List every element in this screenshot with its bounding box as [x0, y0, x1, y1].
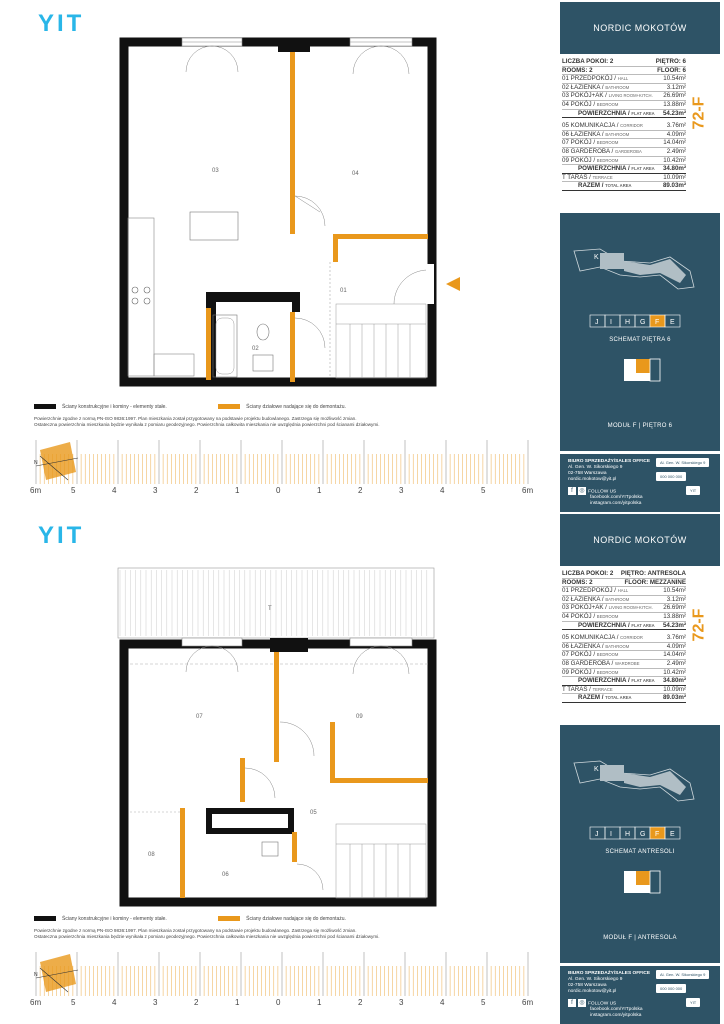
room-label-04: 04: [352, 171, 359, 177]
info-panel: [560, 514, 720, 1024]
scale-number: 5: [481, 486, 486, 495]
map-button[interactable]: Al. Gen. W. Sikorskiego 9: [656, 458, 709, 467]
yit-button[interactable]: YIT: [686, 998, 700, 1007]
room-label-02: 02: [252, 346, 259, 352]
schema-block-i: [605, 315, 620, 327]
scale-number: 2: [358, 998, 363, 1007]
area-row: 09 POKÓJ / BEDROOM 10.42m²: [562, 156, 686, 164]
terrace-label: T: [268, 606, 272, 612]
scale-number: 4: [112, 486, 117, 495]
project-title: NORDIC MOKOTÓW: [560, 2, 720, 54]
apartment-code: 72-F: [690, 608, 708, 642]
schema-letter-k: K: [594, 254, 599, 261]
structural-wall-swatch: [34, 916, 56, 921]
area-row: 04 POKÓJ / BEDROOM 13.88m²: [562, 612, 686, 620]
schema-box: [560, 725, 720, 963]
area-row: 06 ŁAZIENKA / BATHROOM 4.09m²: [562, 642, 686, 650]
wing-k: [600, 253, 624, 269]
schema-box: [560, 213, 720, 451]
partition-wall-swatch: [218, 404, 240, 409]
area-row: 04 POKÓJ / BEDROOM 13.88m²: [562, 100, 686, 108]
area-row: 02 ŁAZIENKA / BATHROOM 3.12m²: [562, 83, 686, 91]
area-row: 02 ŁAZIENKA / BATHROOM 3.12m²: [562, 595, 686, 603]
scale-number: 3: [153, 998, 158, 1007]
module-title: MODUŁ F | ANTRESOLA: [603, 935, 677, 941]
area-row: 08 GARDEROBA / GARDEROBA 2.49m²: [562, 147, 686, 155]
room-label-05: 05: [310, 810, 317, 816]
scale-number: 6m: [30, 998, 42, 1007]
scale-number: 3: [399, 998, 404, 1007]
schema-letter-i: I: [610, 319, 612, 326]
area-row: 08 GARDEROBA / WARDROBE 2.49m²: [562, 659, 686, 667]
scale-number: 0: [276, 998, 281, 1007]
wing-k: [600, 765, 624, 781]
scale-number: 5: [71, 998, 76, 1007]
schema-block-i: [605, 827, 620, 839]
scale-number: 5: [71, 486, 76, 495]
building-schema: [560, 743, 720, 863]
building-schema: [560, 231, 720, 351]
project-title: NORDIC MOKOTÓW: [560, 514, 720, 566]
instagram-icon[interactable]: ◎: [579, 488, 585, 494]
area-row: 06 ŁAZIENKA / BATHROOM 4.09m²: [562, 130, 686, 138]
scale-number: 2: [194, 486, 199, 495]
schema-title: SCHEMAT ANTRESOLI: [605, 849, 675, 855]
wing-main: [624, 771, 686, 795]
scale-number: 0: [276, 486, 281, 495]
partition-wall-swatch: [218, 916, 240, 921]
legend-note-1: Powierzchnie zgodne z normą PN-ISO 9836:1997. Plan mieszkania został przygotowany na podstawie projektu budowlanego. Zastrzega się możliwość zmian.: [34, 928, 357, 933]
svg-text:N: N: [34, 460, 38, 466]
area-row: 03 POKÓJ+AK / LIVING ROOM+KITCH. 26.69m²: [562, 92, 686, 100]
module-icon: [622, 867, 662, 897]
area-row: 07 POKÓJ / BEDROOM 14.04m²: [562, 139, 686, 147]
scale-number: 4: [112, 998, 117, 1007]
legend-partition: Ściany działowe nadające się do demontażu.: [246, 916, 346, 922]
schema-letter-j: J: [595, 319, 599, 326]
scale-bar: [30, 952, 550, 1012]
facebook-icon[interactable]: f: [568, 999, 576, 1007]
scale-number: 5: [481, 998, 486, 1007]
phone-button[interactable]: 000 000 000: [656, 472, 686, 481]
schema-letter-e: E: [670, 319, 675, 326]
scale-number: 4: [440, 998, 445, 1007]
schema-letter-f: F: [655, 831, 660, 838]
area-row: 03 POKÓJ+AK / LIVING ROOM+KITCH. 26.69m²: [562, 604, 686, 612]
legend-partition: Ściany działowe nadające się do demontażu.: [246, 404, 346, 410]
legend: [34, 916, 414, 940]
scale-number: 1: [235, 486, 240, 495]
sheet-mezzanine: [0, 512, 724, 1024]
legend-note-2: Ostateczna powierzchnia mieszkania będzie wynikała z pomiaru geodezyjnego. Powierzchnia całkowita mieszkania nie uwzględnia powierzchni pod ścianami działowymi.: [34, 934, 380, 939]
info-panel: [560, 2, 720, 512]
contact-block: BIURO SPRZEDAŻY/SALES OFFICE Al. Gen. W. Sikorskiego 9 02-758 Warszawa nordic.mokotow@yit.pl f ◎ FOLLOW US facebook.com/YITpolska instagram.com/yitpolska Al. Gen. W. Sikorskiego 9 000 000 000 YIT: [560, 966, 720, 1024]
scale-number: 2: [194, 998, 199, 1007]
structural-wall-swatch: [34, 404, 56, 409]
scale-number: 6m: [30, 486, 42, 495]
area-row: 09 POKÓJ / BEDROOM 10.42m²: [562, 668, 686, 676]
wing-main: [624, 259, 686, 283]
room-label-06: 06: [222, 872, 229, 878]
scale-number: 4: [440, 486, 445, 495]
schema-letter-e: E: [670, 831, 675, 838]
schema-letter-k: K: [594, 766, 599, 773]
compass-icon: [32, 954, 80, 994]
area-table: LICZBA POKOI: 2 PIĘTRO: ANTRESOLA ROOMS: 2 FLOOR: MEZZANINE 01 PRZEDPOKÓJ / HALL 10.54m² 02 ŁAZIENKA / BATHROOM 3.12m² 03 POKÓJ+AK / LIVING ROOM+KITCH. 26.69m² 04 POKÓJ / BEDROOM 13.88m² POWIERZCHNIA / FLAT AREA 54.23m² 05 KOMUNIKACJA / CORRIDOR 3.76m² 06 ŁAZIENKA / BATHROOM 4.09m² 07 POKÓJ / BEDROOM 14.04m² 08 GARDEROBA / WARDROBE 2.49m² 09 POKÓJ / BEDROOM 10.42m² POWIERZCHNIA / FLAT AREA 34.80m² T TARAS / TERRACE 10.09m² RAZEM / TOTAL AREA 89.03m² 72-F: [562, 570, 708, 702]
area-row: 05 KOMUNIKACJA / CORRIDOR 3.76m²: [562, 122, 686, 130]
scale-number: 1: [317, 486, 322, 495]
apartment-code: 72-F: [690, 96, 708, 130]
scale-bar: [30, 440, 550, 500]
scale-number: 1: [235, 998, 240, 1007]
legend-structural: Ściany konstrukcyjne i kominy - elementy stałe.: [62, 916, 167, 922]
scale-number: 6m: [522, 998, 534, 1007]
scale-number: 3: [399, 486, 404, 495]
legend: [34, 404, 414, 428]
schema-letter-h: H: [625, 319, 631, 326]
room-label-08: 08: [148, 852, 155, 858]
schema-letter-g: G: [640, 831, 646, 838]
room-label-03: 03: [212, 168, 219, 174]
legend-note-1: Powierzchnie zgodne z normą PN-ISO 9836:1997. Plan mieszkania został przygotowany na podstawie projektu budowlanego. Zastrzega się możliwość zmian.: [34, 416, 357, 421]
legend-note-2: Ostateczna powierzchnia mieszkania będzie wynikała z pomiaru geodezyjnego. Powierzchnia całkowita mieszkania nie uwzględnia powierzchni pod ścianami działowymi.: [34, 422, 380, 427]
contact-block: BIURO SPRZEDAŻY/SALES OFFICE Al. Gen. W. Sikorskiego 9 02-758 Warszawa nordic.mokotow@yit.pl f ◎ FOLLOW US facebook.com/YITpolska instagram.com/yitpolska Al. Gen. W. Sikorskiego 9 000 000 000 YIT: [560, 454, 720, 512]
module-icon: [622, 355, 662, 385]
area-row: 05 KOMUNIKACJA / CORRIDOR 3.76m²: [562, 634, 686, 642]
schema-letter-f: F: [655, 319, 660, 326]
room-label-07: 07: [196, 714, 203, 720]
room-label-01: 01: [340, 288, 347, 294]
module-title: MODUŁ F | PIĘTRO 6: [607, 423, 673, 429]
facebook-icon[interactable]: f: [568, 487, 576, 495]
yit-logo: YIT: [38, 10, 85, 37]
yit-logo: YIT: [38, 522, 85, 549]
schema-letter-i: I: [610, 831, 612, 838]
legend-structural: Ściany konstrukcyjne i kominy - elementy stałe.: [62, 404, 167, 410]
area-row: 01 PRZEDPOKÓJ / HALL 10.54m²: [562, 587, 686, 595]
floor-plan-mezzanine: [0, 512, 560, 1024]
scale-number: 6m: [522, 486, 534, 495]
scale-number: 2: [358, 486, 363, 495]
schema-title: SCHEMAT PIĘTRA 6: [609, 337, 671, 343]
scale-number: 1: [317, 998, 322, 1007]
area-row: 01 PRZEDPOKÓJ / HALL 10.54m²: [562, 75, 686, 83]
area-row: 07 POKÓJ / BEDROOM 14.04m²: [562, 651, 686, 659]
schema-letter-h: H: [625, 831, 631, 838]
schema-letter-j: J: [595, 831, 599, 838]
yit-button[interactable]: YIT: [686, 486, 700, 495]
room-label-09: 09: [356, 714, 363, 720]
map-button[interactable]: Al. Gen. W. Sikorskiego 9: [656, 970, 709, 979]
schema-letter-g: G: [640, 319, 646, 326]
phone-button[interactable]: 000 000 000: [656, 984, 686, 993]
scale-number: 3: [153, 486, 158, 495]
floor-plan-6: [0, 0, 560, 512]
compass-icon: [32, 442, 80, 482]
instagram-icon[interactable]: ◎: [579, 1000, 585, 1006]
svg-text:N: N: [34, 972, 38, 978]
area-table: LICZBA POKOI: 2 PIĘTRO: 6 ROOMS: 2 FLOOR: 6 01 PRZEDPOKÓJ / HALL 10.54m² 02 ŁAZIENKA / BATHROOM 3.12m² 03 POKÓJ+AK / LIVING ROOM+KITCH. 26.69m² 04 POKÓJ / BEDROOM 13.88m² POWIERZCHNIA / FLAT AREA 54.23m² 05 KOMUNIKACJA / CORRIDOR 3.76m² 06 ŁAZIENKA / BATHROOM 4.09m² 07 POKÓJ / BEDROOM 14.04m² 08 GARDEROBA / GARDEROBA 2.49m² 09 POKÓJ / BEDROOM 10.42m² POWIERZCHNIA / FLAT AREA 34.80m² T TARAS / TERRACE 10.09m² RAZEM / TOTAL AREA 89.03m² 72-F: [562, 58, 708, 190]
